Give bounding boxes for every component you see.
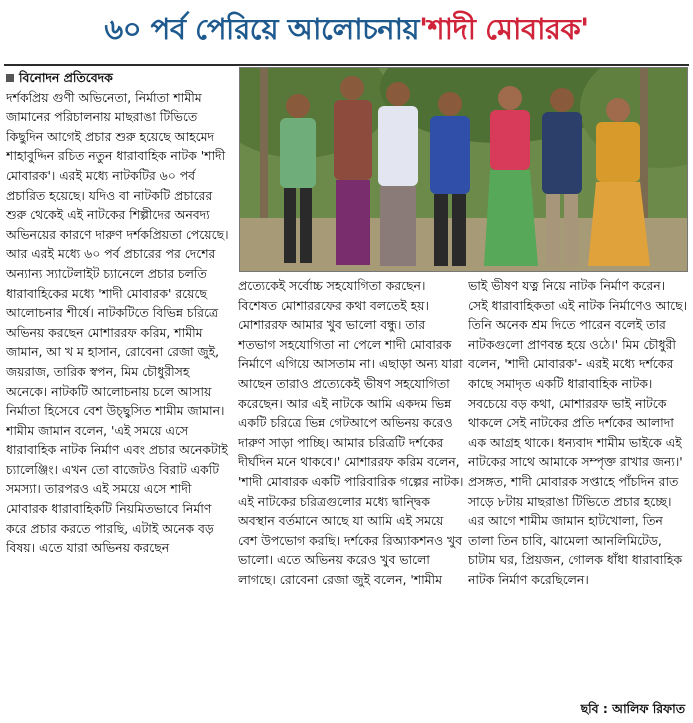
column-1-text: দর্শকপ্রিয় গুণী অভিনেতা, নির্মাতা শামীম জামানের পরিচালনায় মাছরাঙা টিভিতে কিছুদিন আগেই প্রচার শুরু হয়েছে আহমেদ শাহাবুদ্দিন রচিত নতুন ধারাবাহিক নাটক 'শাদী মোবারক'। এরই মধ্যে নাটকটির ৬০ পর্ব প্রচারিত হয়েছে। যদিও বা নাটকটি প্রচারের শুরু থেকেই এই নাটকের শিল্পীদের অনবদ্য অভিনয়ের কারণে দারুণ দর্শকপ্রিয়তা পেয়েছে। আর এরই মধ্যে ৬০ পর্ব প্রচারের পর দেশের অন্যান্য স্যাটেলাইট চ্যানেলে প্রচার চলতি ধারাবাহিকের মধ্যে 'শাদী মোবারক' রয়েছে আলোচনার শীর্ষে। নাটকটিতে বিভিন্ন চরিত্রে অভিনয় করছেন মোশাররফ করিম, শামীম জামান, আ খ ম হাসান, রোবেনা রেজা জুই, জয়রাজ, তারিক স্বপন, মিম চৌধুরীসহ অনেকে। নাটকটি আলোচনায় চলে আসায় নির্মাতা হিসেবে বেশ উচ্ছ্বসিত শামীম জামান। শামীম জামান বলেন, 'এই সময়ে এসে ধারাবাহিক নাটক নির্মাণ এবং প্রচার অনেকটাই চ্যালেঞ্জিং। এখন তো বাজেটও বিরাট একটি সমস্যা। তারপরও এই সময়ে এসে শাদী মোবারক ধারাবাহিকটি নিয়মিতভাবে নির্মাণ করে প্রচার করতে পারছি, এটাই অনেক বড় বিষয়। এতে যারা অভিনয় করছেন (6, 89, 229, 556)
column-3-text: ভাই ভীষণ যত্ন নিয়ে নাটক নির্মাণ করেন। সেই ধারাবাহিকতা এই নাটক নির্মাণেও আছে। তিনি অনেক শ্রম দিতে পারেন বলেই তার নাটকগুলো প্রাণবন্ত হয়ে ওঠে।' মিম চৌধুরী বলেন, 'শাদী মোবারক'- এরই মধ্যে দর্শকের কাছে সমাদৃত একটি ধারাবাহিক নাটক। সবচেয়ে বড় কথা, মোশাররফ ভাই নাটকে থাকলে সেই নাটকের প্রতি দর্শকের আলাদা এক আগ্রহ থাকে। ধন্যবাদ শামীম ভাইকে এই নাটকের সাথে আমাকে সম্পৃক্ত রাখার জন্য।' প্রসঙ্গত, শাদী মোবারক সপ্তাহে পাঁচদিন রাত সাড়ে ৮টায় মাছরাঙা টিভিতে প্রচার হচ্ছে। এর আগে শামীম জামান হাটখোলা, তিন তালা তিন চাবি, ঝামেলা আনলিমিটেড, চাটাম ঘর, প্রিয়জন, গোলক ধাঁধা ধারাবাহিক নাটক নির্মাণ করেছিলেন। (468, 278, 688, 587)
headline (0, 0, 693, 62)
headline-quoted-title: 'শাদী মোবারক' (419, 11, 589, 46)
headline-rule (4, 64, 689, 66)
photo-credit: ছবি : আলিফ রিফাত (580, 701, 685, 716)
byline-text: বিনোদন প্রতিবেদক (19, 70, 113, 85)
article-column-3 (468, 276, 688, 696)
byline (6, 68, 234, 88)
square-bullet-icon (6, 74, 14, 82)
article-column-2 (238, 276, 464, 716)
cast-photo (239, 67, 688, 272)
headline-main: ৬০ পর্ব পেরিয়ে আলোচনায় (104, 11, 420, 46)
article-column-1 (6, 68, 234, 716)
column-2-text: প্রত্যেকেই সর্বোচ্চ সহযোগিতা করছেন। বিশেষত মোশাররফের কথা বলতেই হয়। মোশাররফ আমার খুব ভালো বন্ধু। তার শতভাগ সহযোগিতা না পেলে শাদী মোবারক নির্মাণে এগিয়ে আসতাম না। এছাড়া অন্য যারা আছেন তারাও প্রত্যেকেই ভীষণ সহযোগিতা করেছেন। আর এই নাটকে আমি একদম ভিন্ন একটি চরিত্রে ভিন্ন গেটআপে অভিনয় করেও দারুণ সাড়া পাচ্ছি। আমার চরিত্রটি দর্শকের দীর্ঘদিন মনে থাকবে।' মোশাররফ করিম বলেন, 'শাদী মোবারক একটি পারিবারিক গল্পের নাটক। এই নাটকের চরিত্রগুলোর মধ্যে দ্বান্দ্বিক অবস্থান বর্তমানে আছে যা আমি এই সময়ে বেশ উপভোগ করছি। দর্শকের রিঅ্যাকশনও খুব ভালো। এতে অভিনয় করেও খুব ভালো লাগছে। রোবেনা রেজা জুই বলেন, 'শামীম (238, 278, 464, 587)
cast-photo-illustration (240, 68, 688, 272)
